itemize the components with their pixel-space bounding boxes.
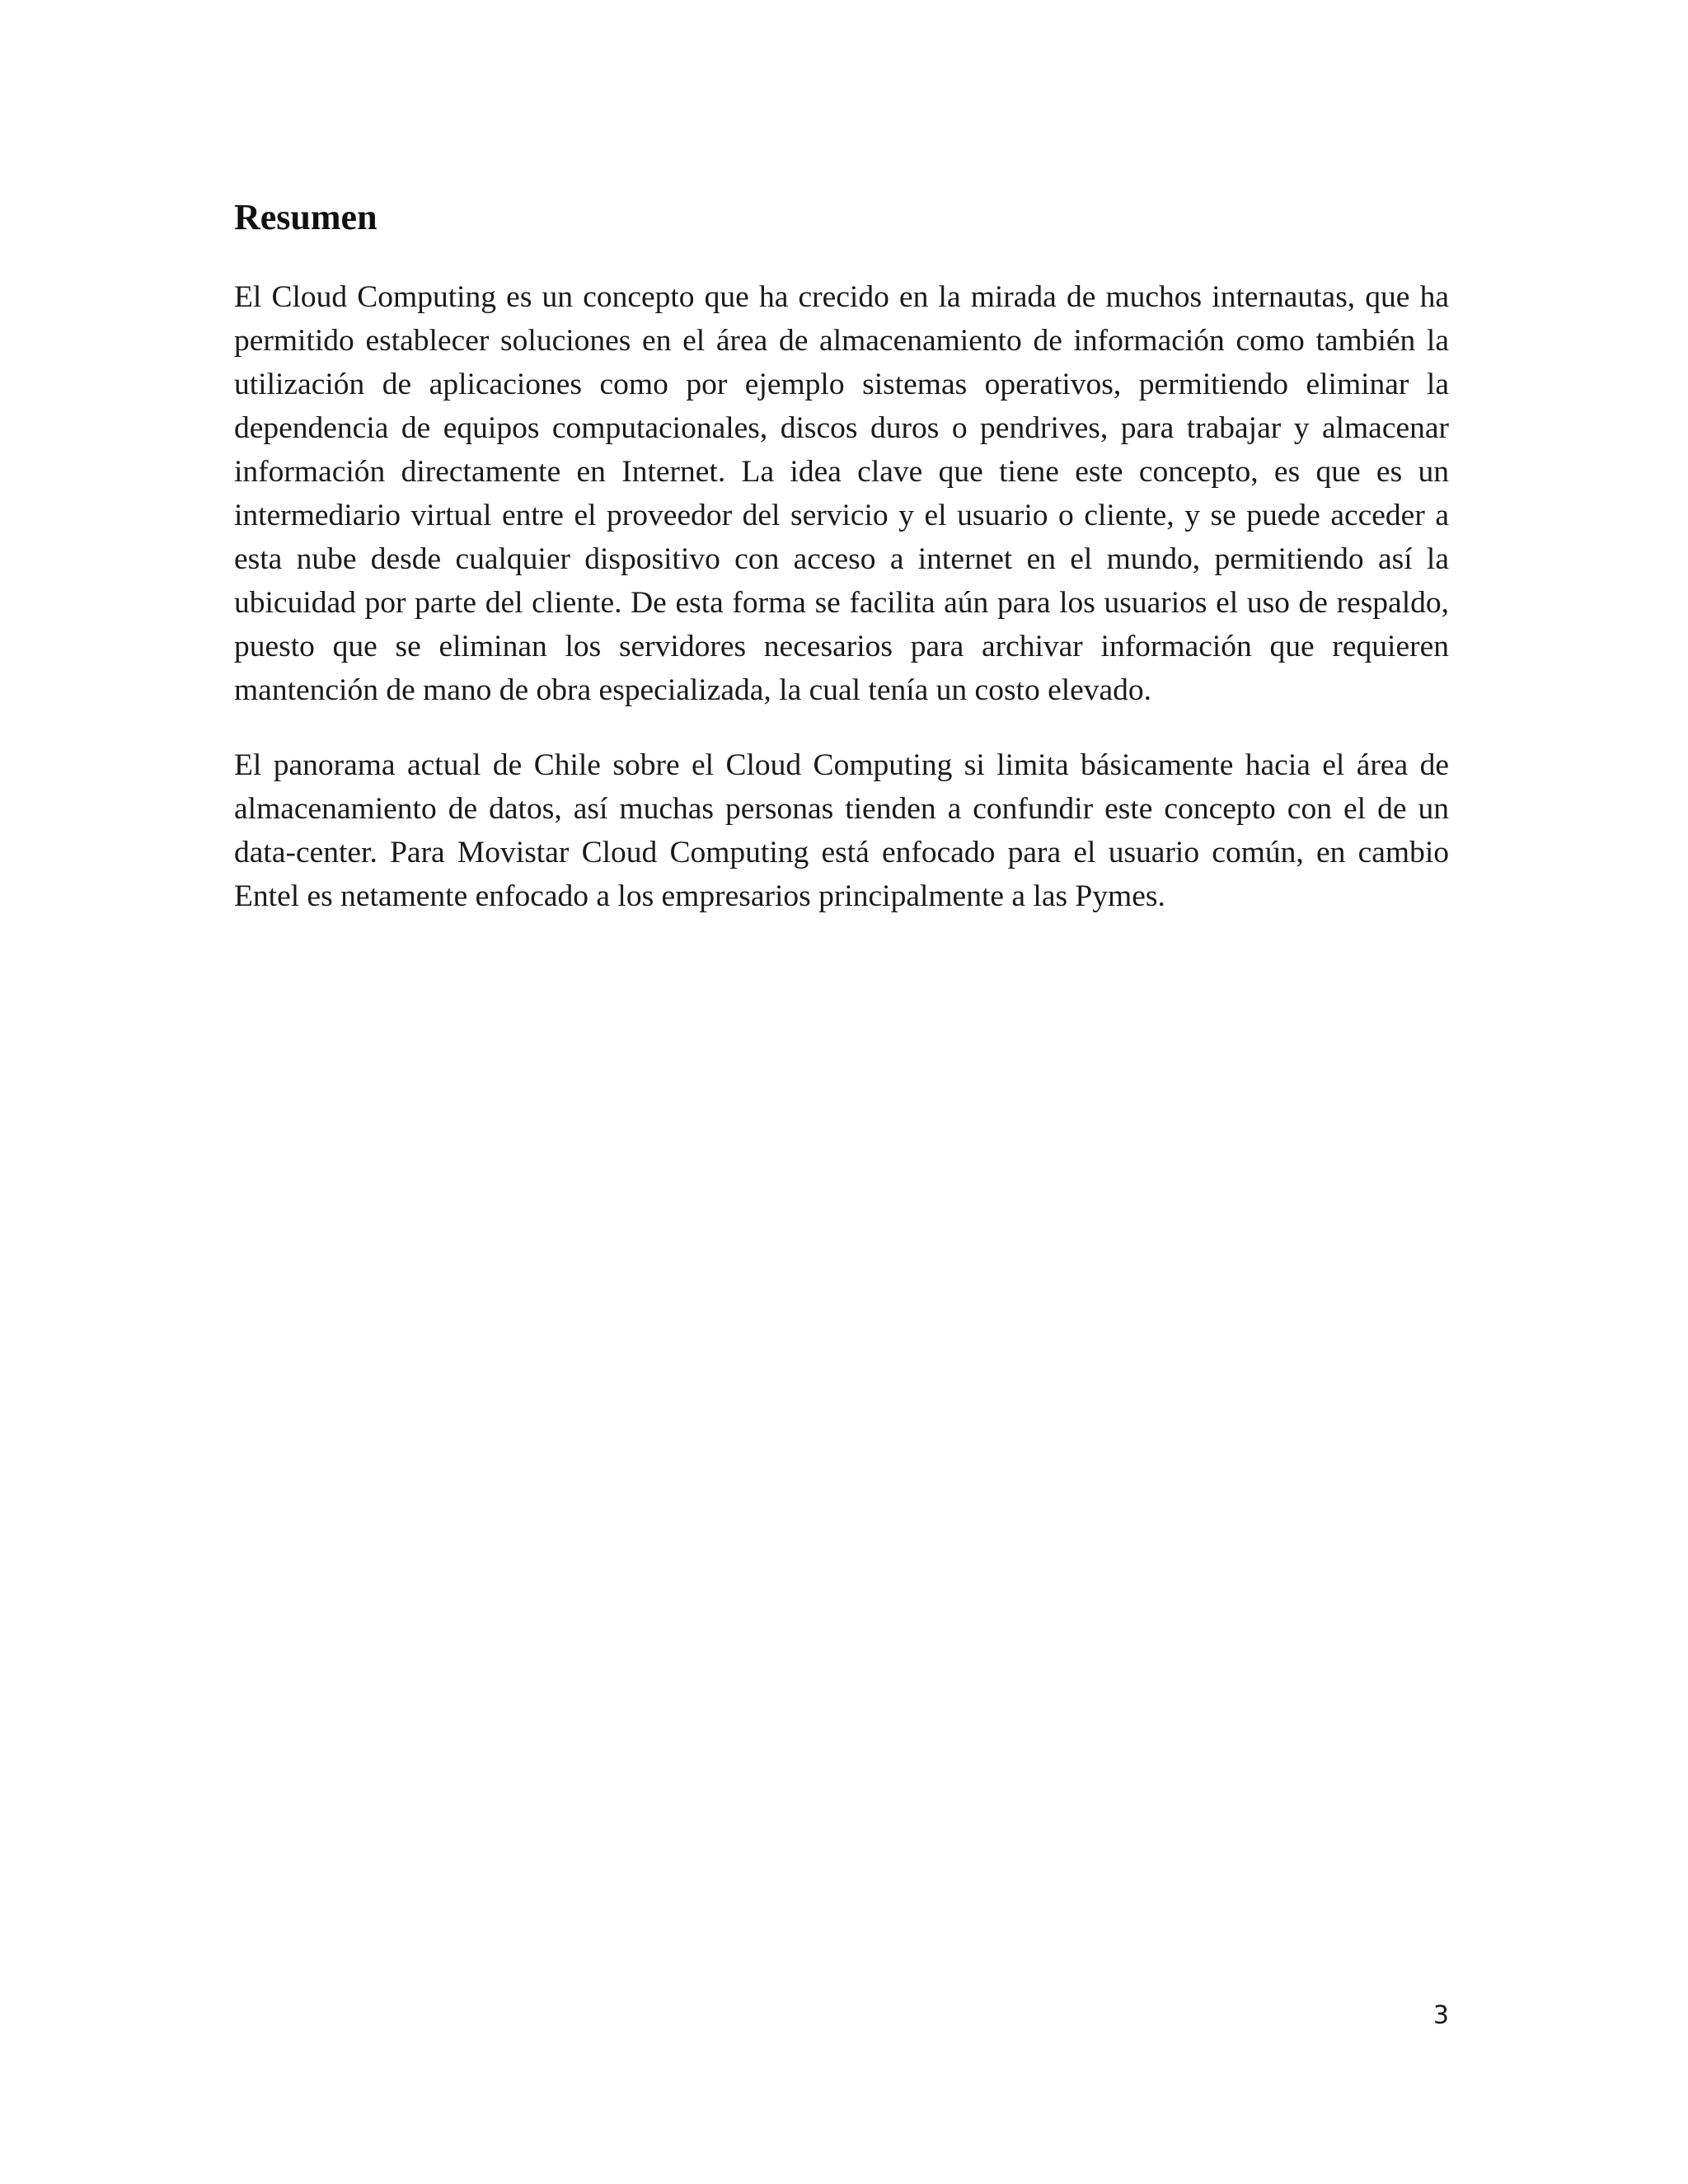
body-paragraph-1: El Cloud Computing es un concepto que ha crecido en la mirada de muchos internautas, que ha permitido establecer soluciones en el área de almacenamiento de información como también la utilización de aplicaciones como por ejemplo sistemas operativos, permitiendo eliminar la dependencia de equipos computacionales, discos duros o pendrives, para trabajar y almacenar información directamente en Internet. La idea clave que tiene este concepto, es que es un intermediario virtual entre el proveedor del servicio y el usuario o cliente, y se puede acceder a esta nube desde cualquier dispositivo con acceso a internet en el mundo, permitiendo así la ubicuidad por parte del cliente. De esta forma se facilita aún para los usuarios el uso de respaldo, puesto que se eliminan los servidores necesarios para archivar información que requieren mantención de mano de obra especializada, la cual tenía un costo elevado.: [234, 280, 1449, 707]
section-heading: Resumen: [234, 197, 377, 237]
page-number: 3: [1432, 2001, 1449, 2030]
body-paragraph-2: El panorama actual de Chile sobre el Cloud Computing si limita básicamente hacia el área de almacenamiento de datos, así muchas personas tienden a confundir este concepto con el de un data-center. Para Movistar Cloud Computing está enfocado para el usuario común, en cambio Entel es netamente enfocado a los empresarios principalmente a las Pymes.: [234, 748, 1449, 913]
page-content: [234, 194, 1449, 949]
